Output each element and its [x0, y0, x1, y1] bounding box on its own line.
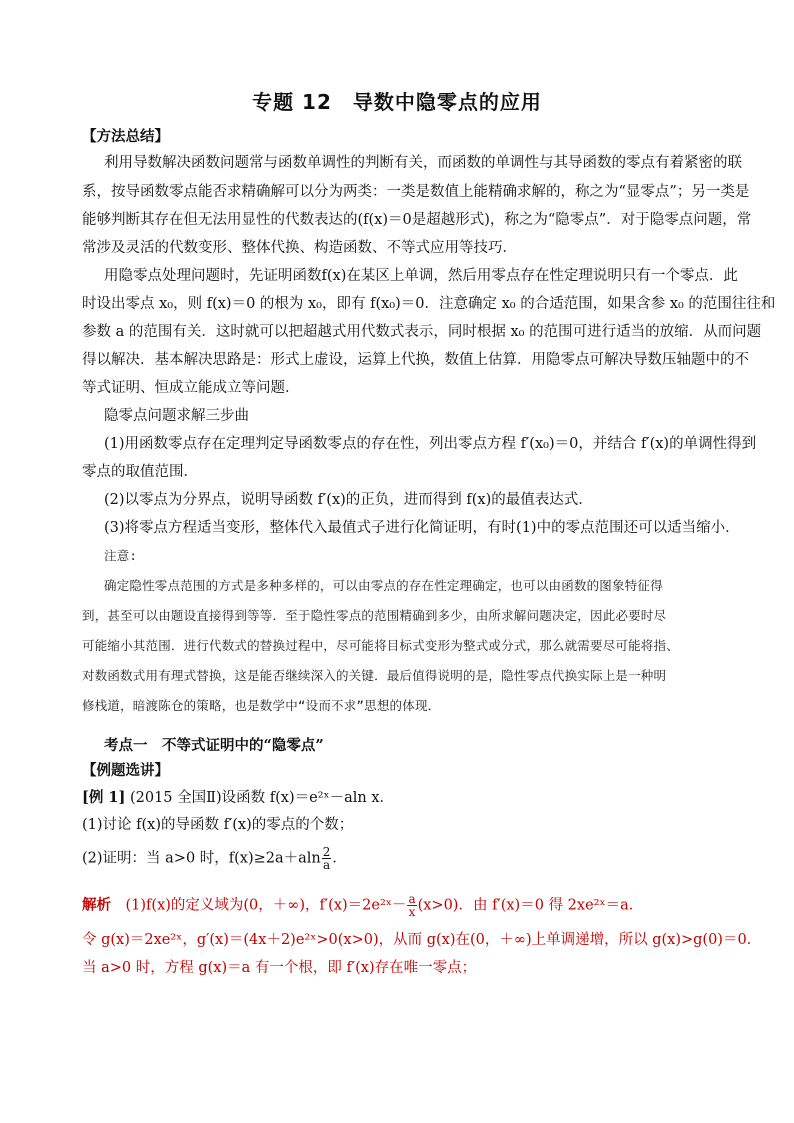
solution-text: (x>0)．由 f′(x)＝0 得 2xe²ˣ＝a． — [417, 897, 644, 914]
question-1: (1)讨论 f(x)的导函数 f′(x)的零点的个数； — [82, 817, 354, 833]
example-stem-text: (2015 全国Ⅱ)设函数 f(x)＝e²ˣ－aln x． — [129, 790, 395, 806]
paragraph-line: 时设出零点 x₀，则 f(x)＝0 的根为 x₀，即有 f(x₀)＝0．注意确定 x₀ 的合适范围，如果含参 x₀ 的范围往往和 — [82, 296, 776, 312]
paragraph-line: 参数 a 的范围有关．这时就可以把超越式用代数式表示，同时根据 x₀ 的范围可进行适当的放缩．从而问题 — [82, 324, 762, 340]
note-line: 可能缩小其范围．进行代数式的替换过程中，尽可能将目标式变形为整式或分式，那么就需要尽可能将指、 — [82, 638, 679, 653]
fraction — [322, 846, 332, 871]
steps-heading: 隐零点问题求解三步曲 — [104, 408, 249, 424]
method-heading: 【方法总结】 — [82, 128, 169, 145]
solution-line: 当 a>0 时，方程 g(x)＝a 有一个根，即 f′(x)存在唯一零点； — [82, 960, 477, 976]
paragraph-line: 用隐零点处理问题时，先证明函数f(x)在某区上单调，然后用零点存在性定理说明只有一个零点．此 — [104, 268, 738, 284]
paragraph-line: 系，按导函数零点能否求精确解可以分为两类：一类是数值上能精确求解的，称之为“显零点”；另一类是 — [82, 184, 750, 200]
note-label: 注意: — [104, 548, 138, 563]
step-line: 零点的取值范围． — [82, 464, 198, 480]
note-line: 对数函数式用有理式替换，这是能否继续深入的关键．最后值得说明的是，隐性零点代换实际上是一种明 — [82, 668, 667, 683]
section-heading: 考点一 不等式证明中的“隐零点” — [104, 737, 324, 754]
question-2-suffix: ． — [332, 850, 347, 867]
example-label: [例 1] — [82, 789, 126, 806]
page-title: 专题 12 导数中隐零点的应用 — [252, 90, 542, 114]
paragraph-line: 等式证明、恒成立能成立等问题． — [82, 380, 300, 396]
note-line: 到，甚至可以由题设直接得到等等．至于隐性零点的范围精确到多少，由所求解问题决定，因此必要时尽 — [82, 608, 667, 623]
note-line: 修栈道，暗渡陈仓的策略，也是数学中“设而不求”思想的体现． — [82, 698, 441, 713]
fraction-numerator: a — [408, 892, 416, 906]
example-heading: 【例题选讲】 — [82, 762, 169, 779]
question-2 — [82, 846, 722, 871]
step-line: (1)用函数零点存在定理判定导函数零点的存在性，列出零点方程 f′(x₀)＝0，并结合 f′(x)的单调性得到 — [104, 436, 757, 452]
step-line: (2)以零点为分界点，说明导函数 f′(x)的正负，进而得到 f(x)的最值表达式． — [104, 492, 593, 508]
paragraph-line: 能够判断其存在但无法用显性的代数表达的(f(x)＝0是超越形式)，称之为“隐零点”．对于隐零点问题，常 — [82, 212, 752, 228]
note-line: 确定隐性零点范围的方式是多种多样的，可以由零点的存在性定理确定，也可以由函数的图象特征得 — [104, 578, 663, 593]
solution-label: 解析 — [82, 896, 111, 914]
example-stem — [82, 787, 722, 809]
fraction-denominator: x — [408, 905, 416, 919]
paragraph-line: 利用导数解决函数问题常与函数单调性的判断有关，而函数的单调性与其导函数的零点有着紧密的联 — [104, 155, 742, 171]
paragraph-line: 得以解决．基本解决思路是：形式上虚设，运算上代换，数值上估算．用隐零点可解决导数压轴题中的不 — [82, 352, 749, 368]
solution-text: (1)f(x)的定义域为(0，＋∞)，f′(x)＝2e²ˣ－ — [111, 897, 407, 914]
paragraph-line: 常涉及灵活的代数变形、整体代换、构造函数、不等式应用等技巧． — [82, 240, 517, 256]
question-2-text: (2)证明：当 a>0 时，f(x)≥2a＋aln — [82, 850, 321, 867]
fraction-denominator: a — [323, 858, 331, 872]
step-line: (3)将零点方程适当变形，整体代入最值式子进行化简证明，有时(1)中的零点范围还可以适当缩小． — [104, 520, 740, 536]
solution-line: 令 g(x)＝2xe²ˣ，g′(x)＝(4x＋2)e²ˣ>0(x>0)，从而 g(x)在(0，＋∞)上单调递增，所以 g(x)>g(0)＝0． — [82, 932, 762, 948]
solution-line — [82, 893, 722, 918]
fraction — [407, 893, 416, 918]
fraction-numerator: 2 — [322, 845, 331, 859]
